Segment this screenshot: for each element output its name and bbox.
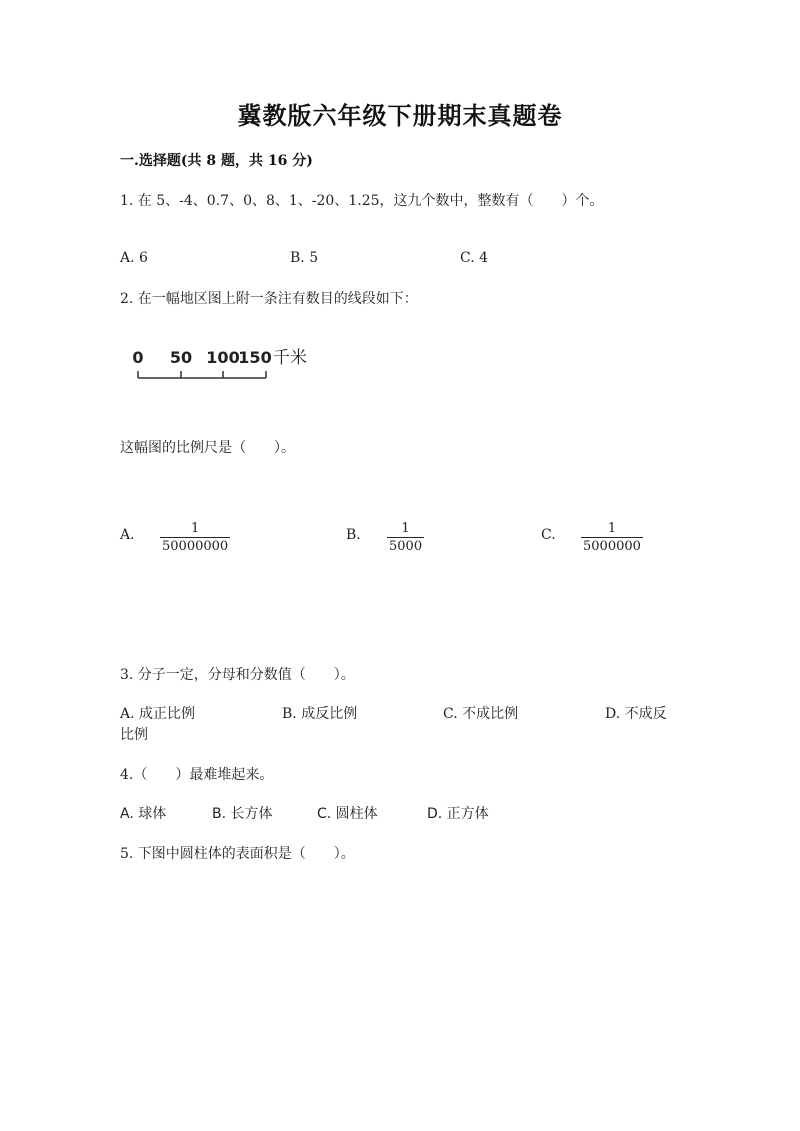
question-1-stem: 1. 在 5、-4、0.7、0、8、1、-20、1.25，这九个数中，整数有（ ）个。 <box>120 193 604 209</box>
scale-tick-label-100: 100 <box>206 348 240 367</box>
question-2-option-a-fraction <box>160 520 230 555</box>
question-2-option-b-letter: B. <box>346 527 361 543</box>
question-3-option-b: B. 成反比例 <box>282 706 358 722</box>
question-2-option-c-letter: C. <box>541 527 556 543</box>
scale-tick-label-50: 50 <box>169 348 193 367</box>
section-heading: 一.选择题(共 8 题，共 16 分) <box>120 153 313 169</box>
question-3-option-d-wrap: 比例 <box>120 727 148 743</box>
fraction-numerator: 1 <box>607 521 617 536</box>
fraction-denominator: 5000 <box>389 539 423 554</box>
question-4-option-c: C. 圆柱体 <box>317 806 378 822</box>
fraction-denominator: 5000000 <box>583 539 641 554</box>
scale-tick-label-0: 0 <box>132 348 144 367</box>
question-2-option-c-fraction <box>581 520 643 555</box>
question-1-option-a: A. 6 <box>120 250 148 266</box>
question-4-option-d: D. 正方体 <box>427 806 489 822</box>
question-2-option-a-letter: A. <box>120 527 135 543</box>
question-5-stem: 5. 下图中圆柱体的表面积是（ ）。 <box>120 846 355 862</box>
fraction-numerator: 1 <box>190 521 200 536</box>
question-3-option-a: A. 成正比例 <box>120 706 196 722</box>
fraction-denominator: 50000000 <box>162 539 229 554</box>
question-3-stem: 3. 分子一定，分母和分数值（ ）。 <box>120 667 355 683</box>
fraction-numerator: 1 <box>401 521 410 536</box>
question-2-option-b-fraction <box>387 520 424 555</box>
scale-bar-figure <box>125 340 335 390</box>
question-4-stem: 4.（ ）最难堆起来。 <box>120 767 274 783</box>
scale-unit-label: 千米 <box>273 348 307 368</box>
scale-tick-label-150: 150 <box>238 348 272 367</box>
question-3-option-d: D. 不成反 <box>605 706 667 722</box>
question-1-option-b: B. 5 <box>290 250 319 266</box>
question-2-stem: 2. 在一幅地区图上附一条注有数目的线段如下： <box>120 291 418 307</box>
question-1-option-c: C. 4 <box>460 250 489 266</box>
page-title: 冀教版六年级下册期末真题卷 <box>237 101 563 130</box>
question-4-option-b: B. 长方体 <box>212 806 273 822</box>
question-3-option-c: C. 不成比例 <box>443 706 519 722</box>
question-2-prompt: 这幅图的比例尺是（ ）。 <box>120 440 295 456</box>
question-4-option-a: A. 球体 <box>120 806 167 822</box>
